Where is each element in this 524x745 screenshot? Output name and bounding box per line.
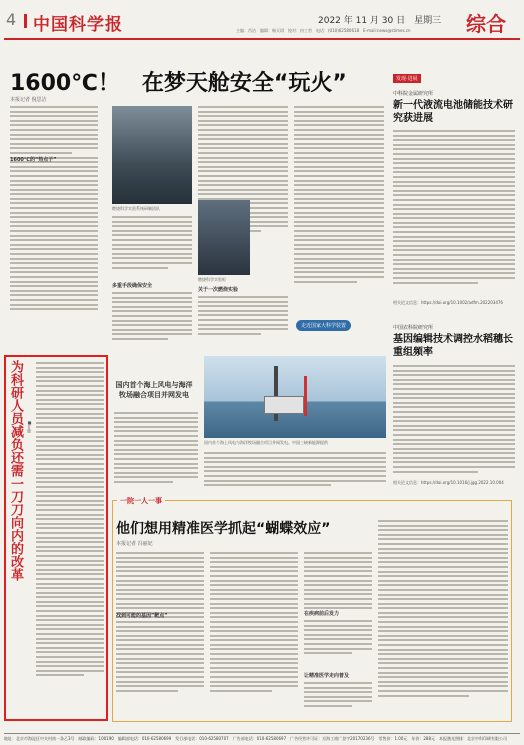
column-text-4 <box>378 520 508 716</box>
column-subhead-2: 在疾病前后发力 <box>304 611 340 617</box>
lead-text-col-4 <box>294 106 384 316</box>
lead-subhead-3: 关于一次燃烧实验 <box>198 287 239 293</box>
editor-info: 主编：肖洁 编辑：韩天琪 校对：何工劳 电话：(010)62580618 E-mail:news@stimes.cn <box>236 28 411 33</box>
right-top-kicker: 中科院金属研究所 <box>393 91 434 97</box>
commentary-byline: ■甘晓 <box>27 420 32 433</box>
page-footer: 地址：北京市海淀区中关村南一条乙3号 邮政编码：100190 编辑部电话：010-62580699 发行部电话：010-62580707 广告部电话：010-62580697 广告经营许可证：京海工商广登字20170236号 零售价：1.00元 年价：288元 本报激光照排：北京中科印刷有限公司 <box>4 733 520 742</box>
discovery-tag: 发现·进展 <box>393 74 421 83</box>
column-text-3b <box>304 620 372 670</box>
right-top-text <box>393 130 515 280</box>
column-subhead-1: 找到可能的基因”靶点” <box>116 613 168 619</box>
wind-farm-text-2 <box>204 452 386 492</box>
column-subhead-3: 让精准医学走向普及 <box>304 673 350 679</box>
column-byline: 本报记者 冯丽妃 <box>116 541 153 547</box>
issue-date: 2022 年 11 月 30 日 星期三 <box>318 16 442 26</box>
masthead-divider <box>24 14 27 28</box>
paper-name: 中国科学报 <box>33 15 123 35</box>
apparatus-caption: 燃烧科学实验柜 <box>198 277 226 282</box>
wind-farm-photo <box>204 356 386 438</box>
wind-farm-text <box>114 412 198 492</box>
apparatus-photo <box>198 200 250 275</box>
right-mid-doi: 相关论文信息：https://doi.org/10.1016/j.jgg.2022.10.004 <box>393 480 504 485</box>
column-text-1 <box>116 552 204 712</box>
wind-farm-caption: 国内首个海上风电与海洋牧场融合项目并网发电。中国三峡新能源提供 <box>204 440 328 445</box>
right-mid-text <box>393 365 515 475</box>
lab-photo-caption: 燃烧科学实验系统研制团队 <box>112 206 160 211</box>
right-top-doi: 相关论文信息：https://doi.org/10.1002/adfm.202203476 <box>393 300 503 305</box>
lead-text-col-2 <box>112 216 192 276</box>
lead-text-col-3b <box>198 296 288 346</box>
header-rule <box>4 38 520 40</box>
commentary-text <box>36 362 104 717</box>
right-mid-kicker: 中国农科院研究所 <box>393 325 434 331</box>
column-text-2 <box>210 552 298 712</box>
page-number: 4 <box>6 10 17 29</box>
lead-headline: 1600℃！ 在梦天舱安全“玩火” <box>10 71 347 96</box>
lead-text-col-1 <box>10 106 98 346</box>
big-science-banner: 走近国家大科学装置 <box>296 320 351 331</box>
section-name: 综合 <box>466 12 506 36</box>
lead-text-col-2b <box>112 292 192 348</box>
commentary-headline: 为科研人员减负还需一刀刀向内的改革 <box>8 360 23 581</box>
column-badge: 一院一人一事 <box>117 496 165 506</box>
right-top-headline: 新一代液流电池储能技术研究获进展 <box>393 100 513 124</box>
right-mid-headline: 基因编辑技术调控水稻穗长重组频率 <box>393 334 513 358</box>
wind-farm-headline: 国内首个海上风电与海洋牧场融合项目并网发电 <box>115 381 193 399</box>
lead-subhead-2: 多重手段确保安全 <box>112 283 153 289</box>
lead-byline: 本报记者 倪思洁 <box>10 97 47 103</box>
column-text-3c <box>304 682 372 716</box>
column-headline: 他们想用精准医学抓起“蝴蝶效应” <box>116 521 331 537</box>
lead-subhead-1: 1600℃的“热点子” <box>10 157 57 163</box>
lab-photo <box>112 106 192 204</box>
